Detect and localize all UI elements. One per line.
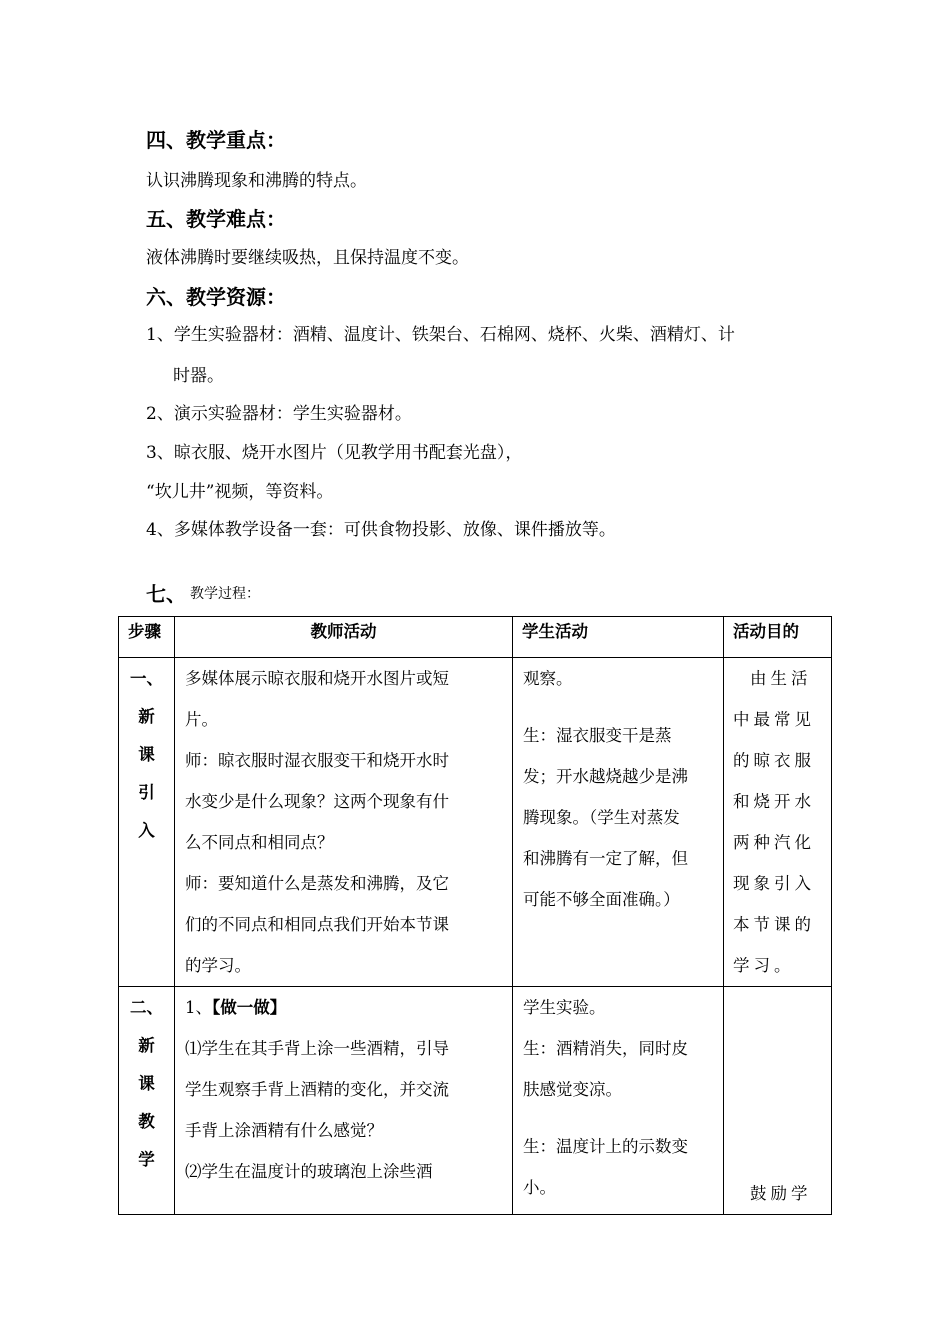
teacher-activity-line: 手背上涂酒精有什么感觉？ bbox=[185, 1121, 383, 1140]
student-activity-line: 肤感觉变凉。 bbox=[523, 1080, 622, 1099]
header-activity-purpose: 活动目的 bbox=[724, 617, 832, 658]
header-student-activity: 学生活动 bbox=[513, 617, 724, 658]
teacher-activity-line: 们的不同点和相同点我们开始本节课 bbox=[185, 915, 449, 934]
resource-item-1: 1、学生实验器材：酒精、温度计、铁架台、石棉网、烧杯、火柴、酒精灯、计 bbox=[146, 325, 735, 345]
step-text: 二、 bbox=[130, 998, 163, 1017]
teacher-activity-line: ⑴学生在其手背上涂一些酒精，引导 bbox=[185, 1039, 449, 1058]
step-cell bbox=[119, 658, 175, 987]
teacher-activity-line: 师：晾衣服时湿衣服变干和烧开水时 bbox=[185, 751, 449, 770]
table-header-row bbox=[119, 617, 832, 658]
teacher-activity-line: 么不同点和相同点？ bbox=[185, 833, 334, 852]
student-activity-line: 发；开水越烧越少是沸 bbox=[523, 767, 688, 786]
student-activity-line: 可能不够全面准确。） bbox=[523, 890, 680, 909]
purpose-line: 的晾衣服 bbox=[733, 751, 815, 770]
resource-item-3-cont: “坎儿井”视频，等资料。 bbox=[146, 482, 334, 502]
teacher-activity-cell bbox=[175, 658, 513, 987]
student-activity-line: 腾现象。（学生对蒸发 bbox=[523, 808, 680, 827]
heading-teaching-difficulty: 五、教学难点： bbox=[146, 207, 286, 231]
table-row bbox=[119, 658, 832, 987]
table-row bbox=[119, 987, 832, 1215]
step-text: 新 bbox=[138, 707, 155, 726]
resource-item-1-cont: 时器。 bbox=[173, 366, 224, 386]
teaching-process-table bbox=[118, 616, 832, 1215]
teacher-activity-title-text: 【做一做】 bbox=[212, 998, 287, 1017]
purpose-line: 和烧开水 bbox=[733, 792, 815, 811]
teacher-activity-line: 多媒体展示晾衣服和烧开水图片或短 bbox=[185, 669, 449, 688]
purpose-line: 两种汽化 bbox=[733, 833, 815, 852]
teacher-activity-line: ⑵学生在温度计的玻璃泡上涂些酒 bbox=[185, 1162, 433, 1181]
student-activity-line: 观察。 bbox=[523, 669, 573, 688]
teacher-activity-title bbox=[185, 987, 502, 1028]
student-activity-line: 生：湿衣服变干是蒸 bbox=[523, 726, 672, 745]
teacher-activity-cell bbox=[175, 987, 513, 1215]
student-activity-line: 生：酒精消失，同时皮 bbox=[523, 1039, 688, 1058]
step-text: 学 bbox=[138, 1150, 155, 1169]
purpose-line: 鼓励学 bbox=[750, 1184, 812, 1203]
heading-teaching-resources: 六、教学资源： bbox=[146, 285, 286, 309]
activity-purpose-cell bbox=[724, 987, 832, 1215]
purpose-line: 学习。 bbox=[733, 956, 795, 975]
resource-item-4: 4、多媒体教学设备一套：可供食物投影、放像、课件播放等。 bbox=[146, 520, 616, 540]
teaching-focus-text: 认识沸腾现象和沸腾的特点。 bbox=[146, 171, 367, 191]
teacher-activity-title-num: 1、 bbox=[185, 998, 212, 1017]
purpose-line: 由生活 bbox=[750, 669, 812, 688]
step-text: 课 bbox=[138, 1074, 155, 1093]
activity-purpose-cell bbox=[724, 658, 832, 987]
student-activity-cell bbox=[513, 658, 724, 987]
teacher-activity-line: 水变少是什么现象？这两个现象有什 bbox=[185, 792, 449, 811]
heading-teaching-process: 七、 bbox=[146, 582, 186, 606]
header-step: 步骤 bbox=[119, 617, 175, 658]
step-text: 引 bbox=[138, 783, 155, 802]
resource-item-3: 3、晾衣服、烧开水图片（见教学用书配套光盘）， bbox=[146, 443, 523, 463]
student-activity-line: 小。 bbox=[523, 1178, 556, 1197]
student-activity-line: 学生实验。 bbox=[523, 998, 606, 1017]
step-text: 新 bbox=[138, 1036, 155, 1055]
student-activity-cell bbox=[513, 987, 724, 1215]
step-text: 一、 bbox=[130, 669, 163, 688]
teacher-activity-line: 片。 bbox=[185, 710, 218, 729]
teaching-process-label: 教学过程： bbox=[190, 586, 260, 602]
teacher-activity-line: 的学习。 bbox=[185, 956, 251, 975]
teaching-difficulty-text: 液体沸腾时要继续吸热，且保持温度不变。 bbox=[146, 248, 469, 268]
heading-teaching-focus: 四、教学重点： bbox=[146, 128, 286, 152]
step-cell bbox=[119, 987, 175, 1215]
teacher-activity-line: 学生观察手背上酒精的变化，并交流 bbox=[185, 1080, 449, 1099]
purpose-line: 现象引入 bbox=[733, 874, 815, 893]
header-teacher-activity: 教师活动 bbox=[175, 617, 513, 658]
teacher-activity-line: 师：要知道什么是蒸发和沸腾，及它 bbox=[185, 874, 449, 893]
step-text: 课 bbox=[138, 745, 155, 764]
purpose-line: 本节课的 bbox=[733, 915, 815, 934]
purpose-line: 中最常见 bbox=[733, 710, 815, 729]
step-text: 教 bbox=[138, 1112, 155, 1131]
step-text: 入 bbox=[138, 821, 155, 840]
student-activity-line: 和沸腾有一定了解，但 bbox=[523, 849, 688, 868]
resource-item-2: 2、演示实验器材：学生实验器材。 bbox=[146, 404, 412, 424]
student-activity-line: 生：温度计上的示数变 bbox=[523, 1137, 688, 1156]
